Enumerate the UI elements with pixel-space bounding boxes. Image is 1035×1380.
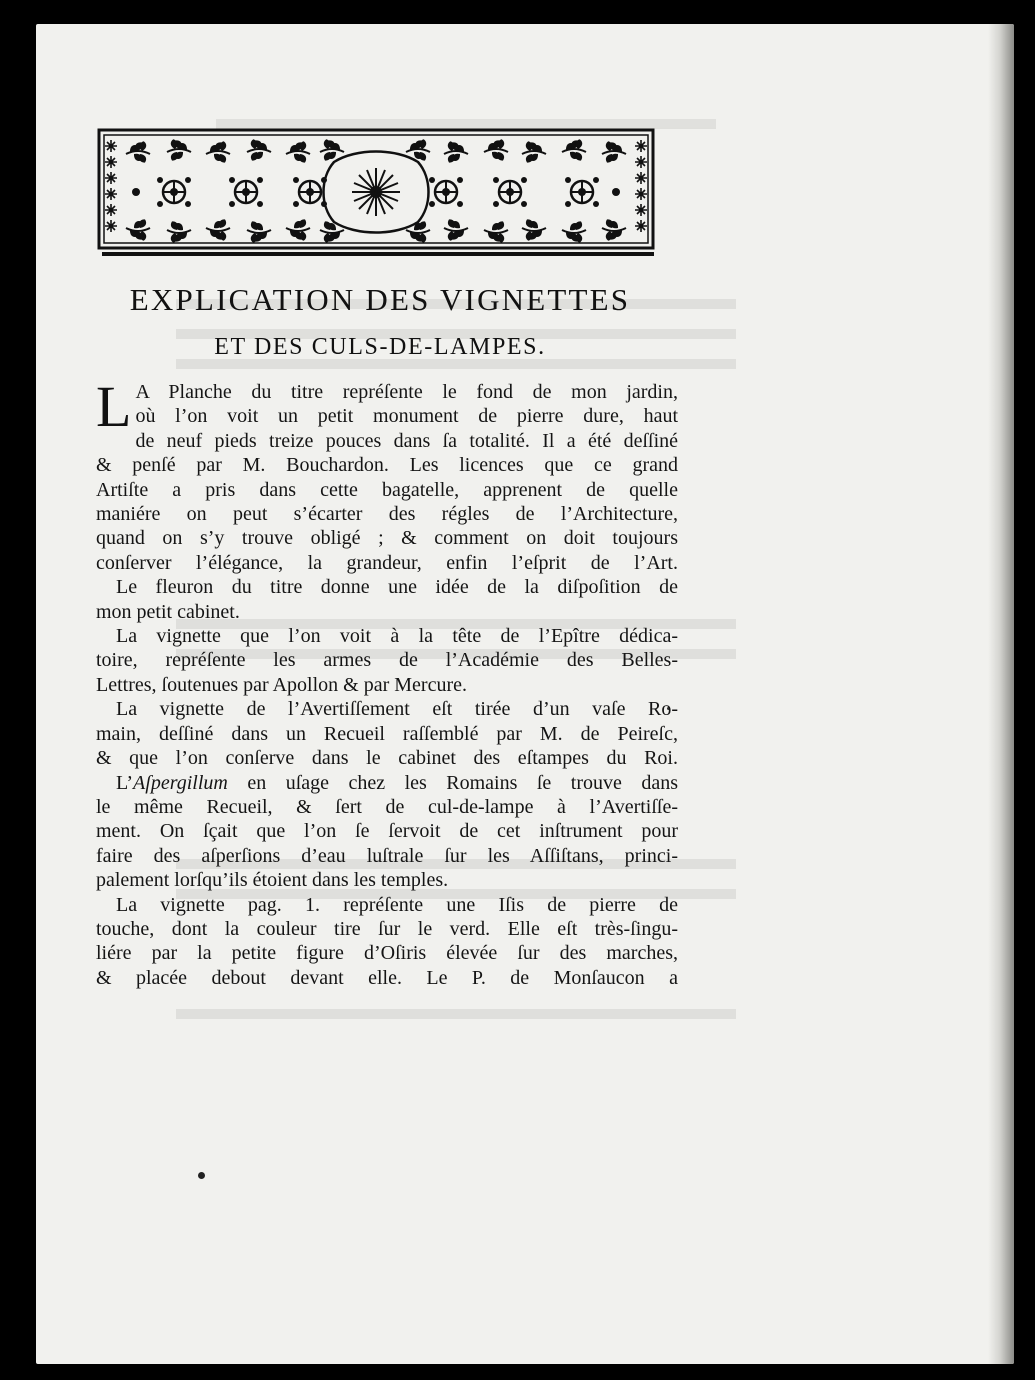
page-title: EXPLICATION DES VIGNETTES [129, 282, 631, 317]
text-line: touche, dont la couleur tire ſur le verd. Elle eſt très-ſingu- [96, 917, 678, 940]
text-line: & penſé par M. Bouchardon. Les licences que ce grand [96, 454, 678, 477]
text-line: A Planche du titre repréſente le fond de mon jardin, [135, 381, 678, 403]
text-line: conſerver l’élégance, la grandeur, enfin l’eſprit de l’Art. [96, 551, 678, 574]
drop-cap: L [96, 374, 132, 439]
text-line: La vignette de l’Avertiſſement eſt tirée d’un vaſe Ro- [116, 698, 678, 721]
text-line: palement lorſqu’ils étoient dans les temples. [96, 869, 449, 892]
text-line: Lettres, ſoutenues par Apollon & par Mercure. [96, 673, 467, 696]
ink-speck [198, 1172, 205, 1179]
text-line: mon petit cabinet. [96, 600, 240, 623]
text-line-rest: en uſage chez les Romains ſe trouve dans [247, 771, 679, 794]
text-line: le même Recueil, & ſert de cul-de-lampe à l’Avertiſſe- [96, 795, 678, 818]
text-line: La vignette que l’on voit à la tête de l’Epître dédica- [116, 625, 678, 648]
text-line: liére par la petite figure d’Oſiris élevée ſur des marches, [96, 942, 678, 965]
text-line: & placée debout devant elle. Le P. de Monſaucon a [96, 966, 678, 989]
text-line: faire des aſperſions d’eau luſtrale ſur les Aſſiſtans, princi- [96, 844, 678, 867]
text-line: ment. On ſçait que l’on ſe ſervoit de cet inſtrument pour [96, 820, 678, 843]
page-subtitle: ET DES CULS-DE-LAMPES. [214, 334, 546, 360]
ornamental-headpiece [96, 126, 656, 258]
text-line: Artiſte a pris dans cette bagatelle, apprenent de quelle [96, 478, 678, 501]
aspergillum-prefix: L’ [116, 771, 134, 794]
text-line: La vignette pag. 1. repréſente une Iſis de pierre de [116, 893, 678, 916]
text-line: toire, repréſente les armes de l’Académie des Belles- [96, 649, 678, 672]
page-spine-shadow [988, 24, 1014, 1364]
text-line: où l’on voit un petit monument de pierre dure, haut [135, 405, 678, 428]
text-line: & que l’on conſerve dans le cabinet des eſtampes du Roi. [96, 747, 678, 770]
text-line: Le fleuron du titre donne une idée de la diſpoſition de [116, 576, 678, 599]
text-line: de neuf pieds treize pouces dans ſa totalité. Il a été deſſiné [135, 429, 678, 452]
text-line [96, 771, 678, 795]
text-line: main, deſſiné dans un Recueil raſſemblé par M. de Peireſc, [96, 722, 678, 745]
text-line: maniére on peut s’écarter des régles de l’Architecture, [96, 503, 678, 526]
text-line: quand on s’y trouve obligé ; & comment on doit toujours [96, 527, 678, 550]
aspergillum-word: Aſpergillum [133, 771, 228, 794]
body-text [96, 374, 679, 990]
